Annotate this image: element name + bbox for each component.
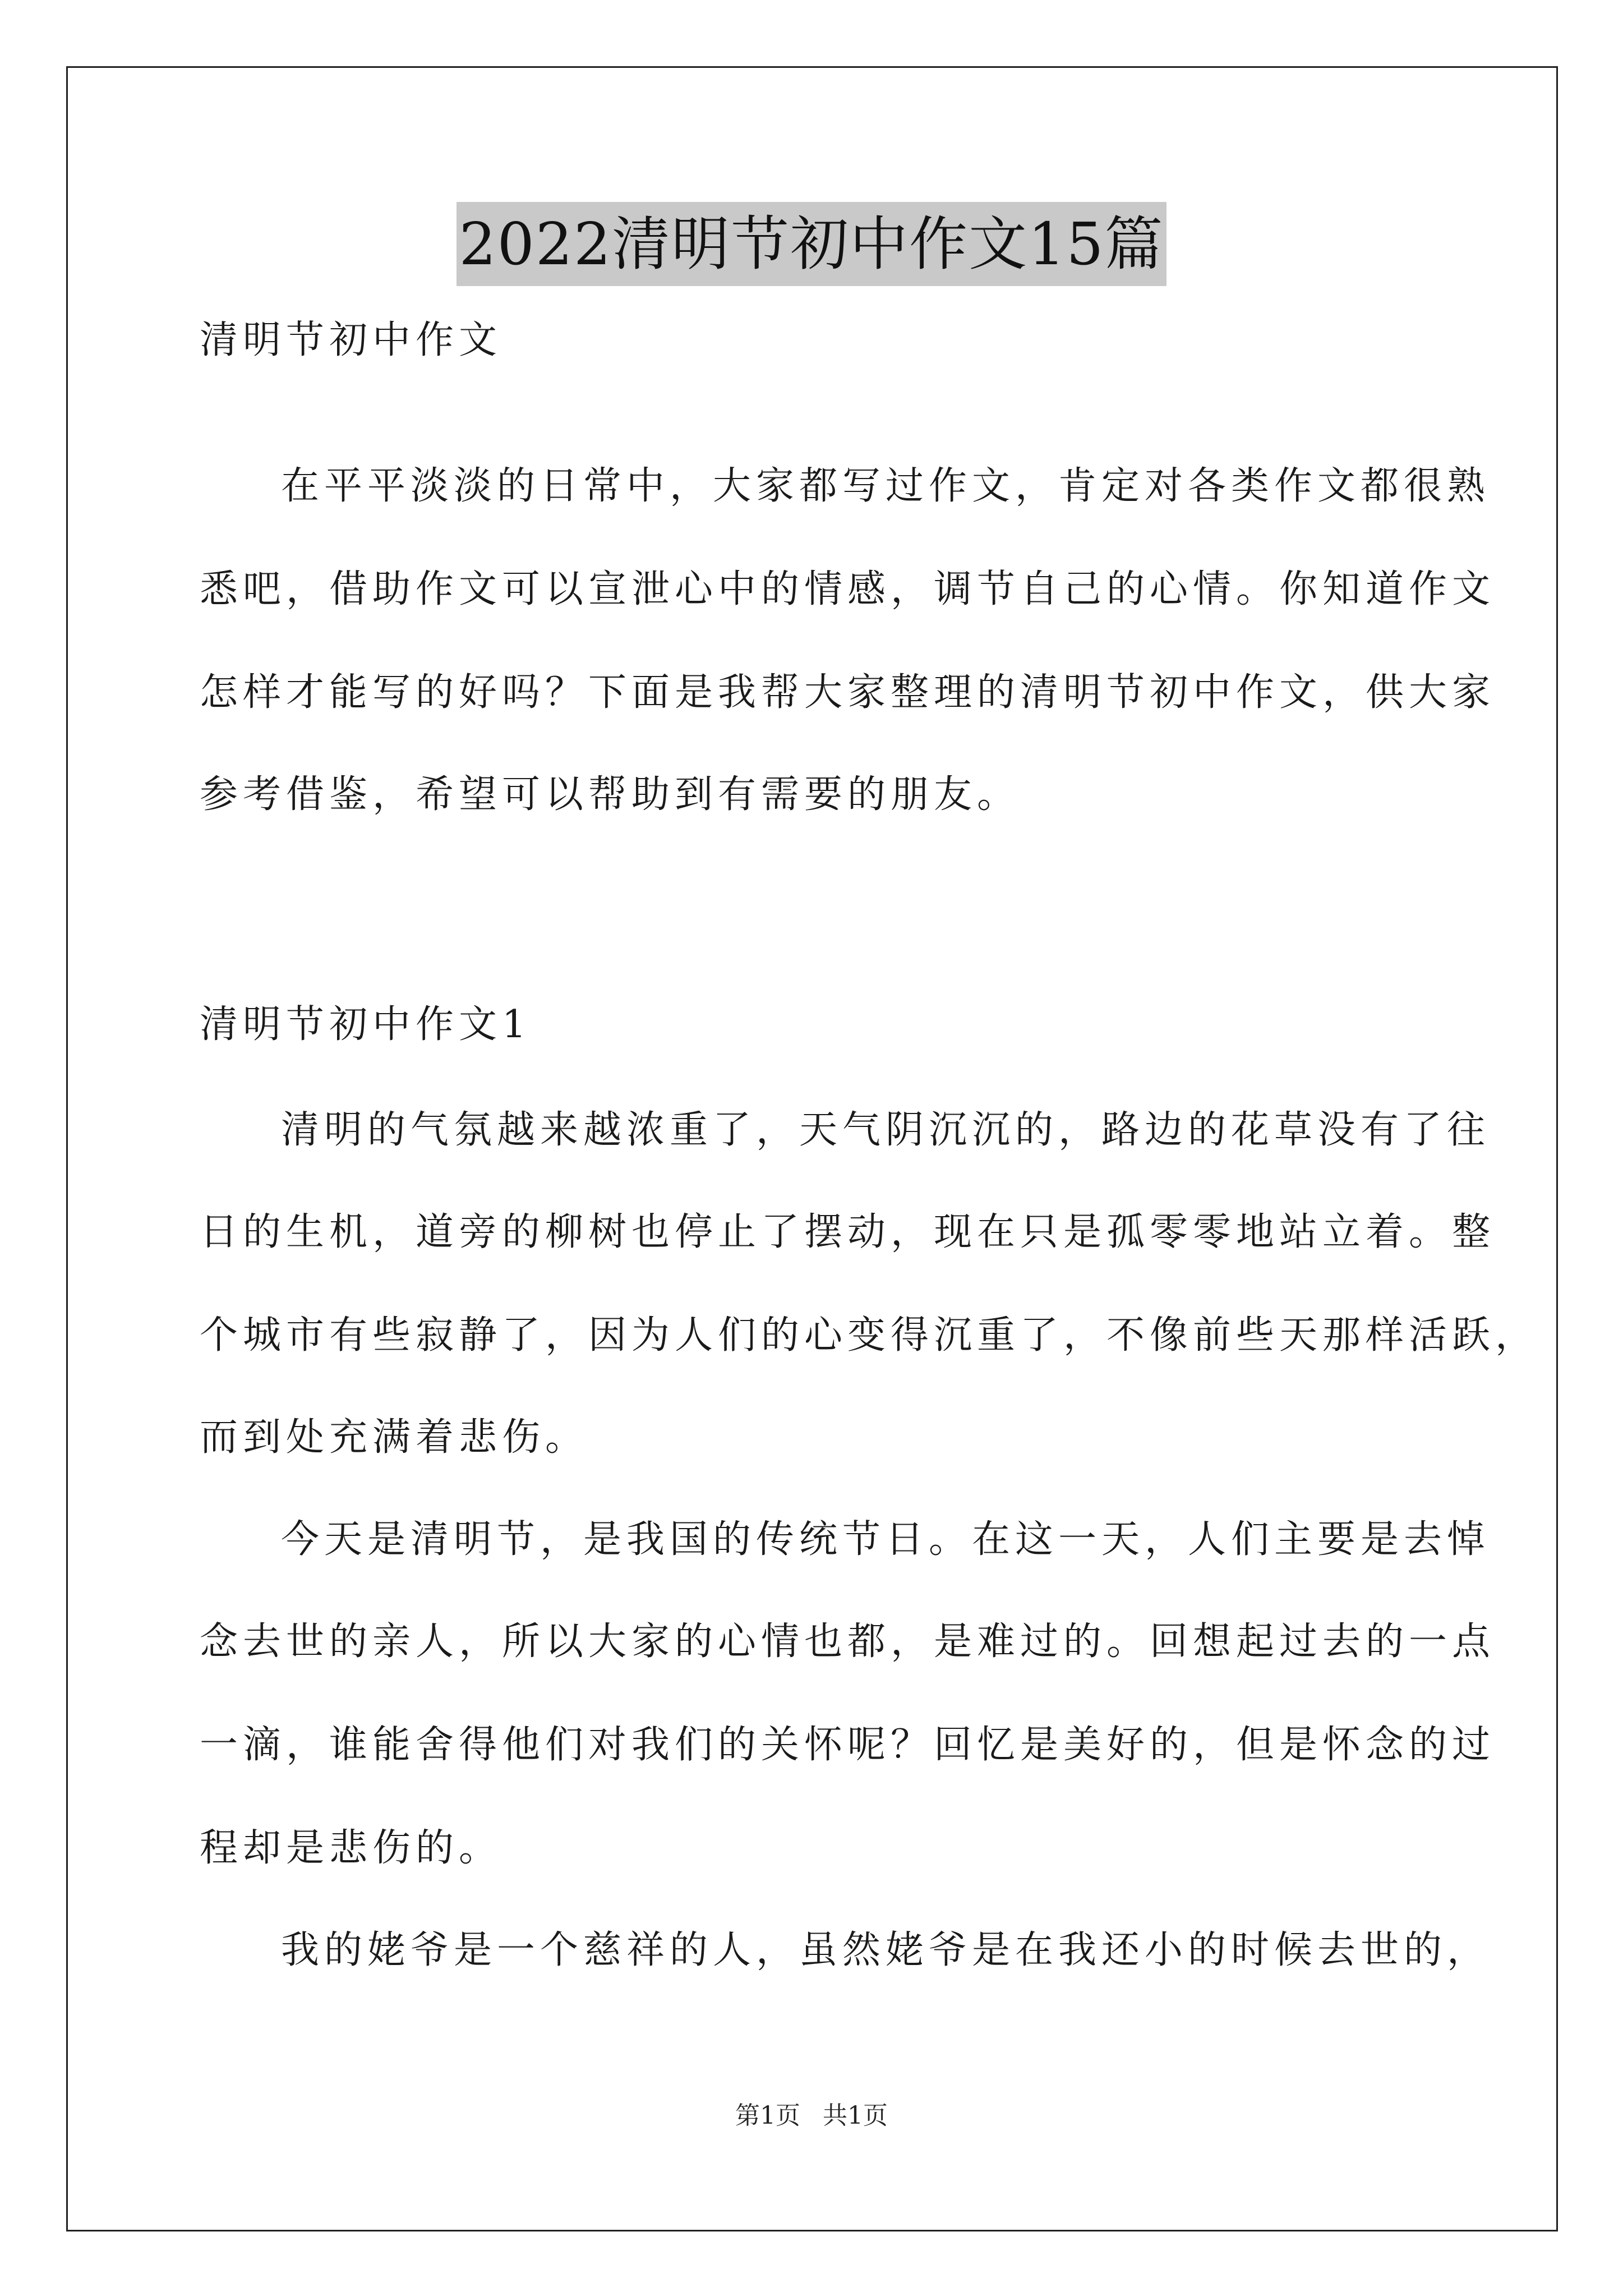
section-heading: 清明节初中作文: [200, 318, 502, 362]
paragraph-line: 程却是悲伤的。: [200, 1826, 502, 1870]
paragraph-line: 怎样才能写的好吗？下面是我帮大家整理的清明节初中作文，供大家: [200, 670, 1496, 715]
title-container: [0, 202, 1623, 286]
paragraph-line: 在平平淡淡的日常中，大家都写过作文，肯定对各类作文都很熟: [281, 464, 1491, 508]
paragraph-line: 我的姥爷是一个慈祥的人，虽然姥爷是在我还小的时候去世的，: [281, 1928, 1491, 1972]
paragraph-line: 一滴，谁能舍得他们对我们的关怀呢？回忆是美好的，但是怀念的过: [200, 1723, 1496, 1767]
paragraph-line: 悉吧，借助作文可以宣泄心中的情感，调节自己的心情。你知道作文: [200, 567, 1496, 611]
paragraph-line: 而到处充满着悲伤。: [200, 1415, 589, 1460]
section-heading: 清明节初中作文1: [200, 1002, 532, 1047]
paragraph-line: 日的生机，道旁的柳树也停止了摆动，现在只是孤零零地站立着。整: [200, 1210, 1496, 1254]
paragraph-line: 今天是清明节，是我国的传统节日。在这一天，人们主要是去悼: [281, 1517, 1491, 1562]
page-number: 第1页: [735, 2101, 800, 2130]
paragraph-line: 清明的气氛越来越浓重了，天气阴沉沉的，路边的花草没有了往: [281, 1108, 1491, 1152]
paragraph-line: 个城市有些寂静了，因为人们的心变得沉重了，不像前些天那样活跃，: [200, 1313, 1539, 1358]
document-title: 2022清明节初中作文15篇: [457, 202, 1166, 286]
page-footer: [0, 2099, 1623, 2133]
page-total: 共1页: [823, 2101, 888, 2130]
paragraph-line: 参考借鉴，希望可以帮助到有需要的朋友。: [200, 772, 1021, 817]
paragraph-line: 念去世的亲人，所以大家的心情也都，是难过的。回想起过去的一点: [200, 1619, 1496, 1664]
